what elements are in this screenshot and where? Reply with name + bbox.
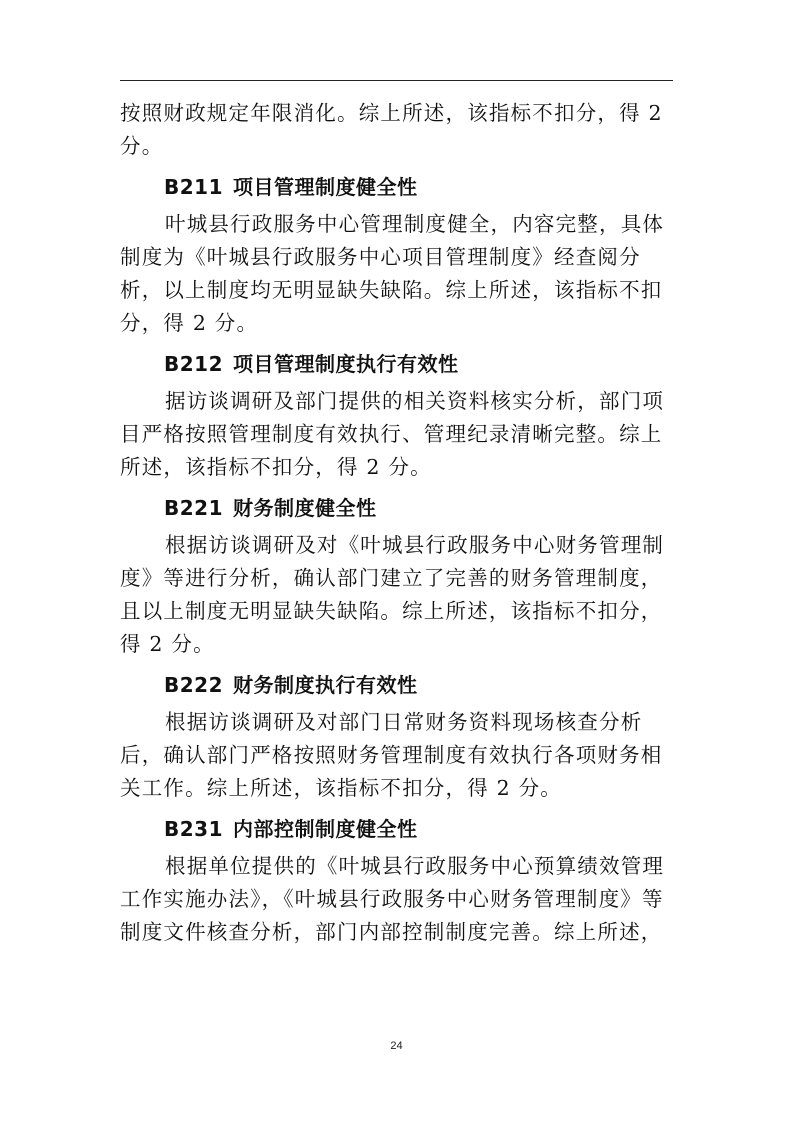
section-paragraph: 根据访谈调研及对《叶城县行政服务中心财务管理制度》等进行分析，确认部门建立了完善的财务管理制度，且以上制度无明显缺失缺陷。综上所述，该指标不扣分，得 2 分。 <box>120 533 665 656</box>
section-title: 内部控制制度健全性 <box>233 817 418 841</box>
section-title: 财务制度执行有效性 <box>233 673 418 697</box>
opening-paragraph: 按照财政规定年限消化。综上所述，该指标不扣分，得 2 分。 <box>120 101 663 158</box>
section-code: B212 <box>164 352 223 376</box>
section-title: 项目管理制度健全性 <box>233 175 418 199</box>
section-b211 <box>120 171 673 340</box>
section-code: B221 <box>164 496 223 520</box>
section-paragraph: 根据访谈调研及对部门日常财务资料现场核查分析后，确认部门严格按照财务管理制度有效执行各项财务相关工作。综上所述，该指标不扣分，得 2 分。 <box>120 710 663 800</box>
section-code: B211 <box>164 175 223 199</box>
page-number: 24 <box>390 1040 403 1052</box>
header-rule <box>120 80 673 81</box>
section-b221 <box>120 492 673 661</box>
section-heading <box>164 348 673 381</box>
section-b222 <box>120 669 673 805</box>
section-heading <box>164 669 673 702</box>
section-paragraph: 叶城县行政服务中心管理制度健全，内容完整，具体制度为《叶城县行政服务中心项目管理制度》经查阅分析，以上制度均无明显缺失缺陷。综上所述，该指标不扣分，得 2 分。 <box>120 212 665 335</box>
section-title: 财务制度健全性 <box>233 496 377 520</box>
section-title: 项目管理制度执行有效性 <box>233 352 459 376</box>
section-heading <box>164 492 673 525</box>
section-heading <box>164 813 673 846</box>
section-b231 <box>120 813 673 949</box>
document-body <box>120 97 673 949</box>
section-heading <box>164 171 673 204</box>
section-code: B231 <box>164 817 223 841</box>
section-paragraph: 据访谈调研及部门提供的相关资料核实分析，部门项目严格按照管理制度有效执行、管理纪录清晰完整。综上所述，该指标不扣分，得 2 分。 <box>120 389 665 479</box>
section-code: B222 <box>164 673 223 697</box>
section-b212 <box>120 348 673 484</box>
section-paragraph: 根据单位提供的《叶城县行政服务中心预算绩效管理工作实施办法》，《叶城县行政服务中心财务管理制度》等制度文件核查分析，部门内部控制制度完善。综上所述， <box>120 854 665 944</box>
